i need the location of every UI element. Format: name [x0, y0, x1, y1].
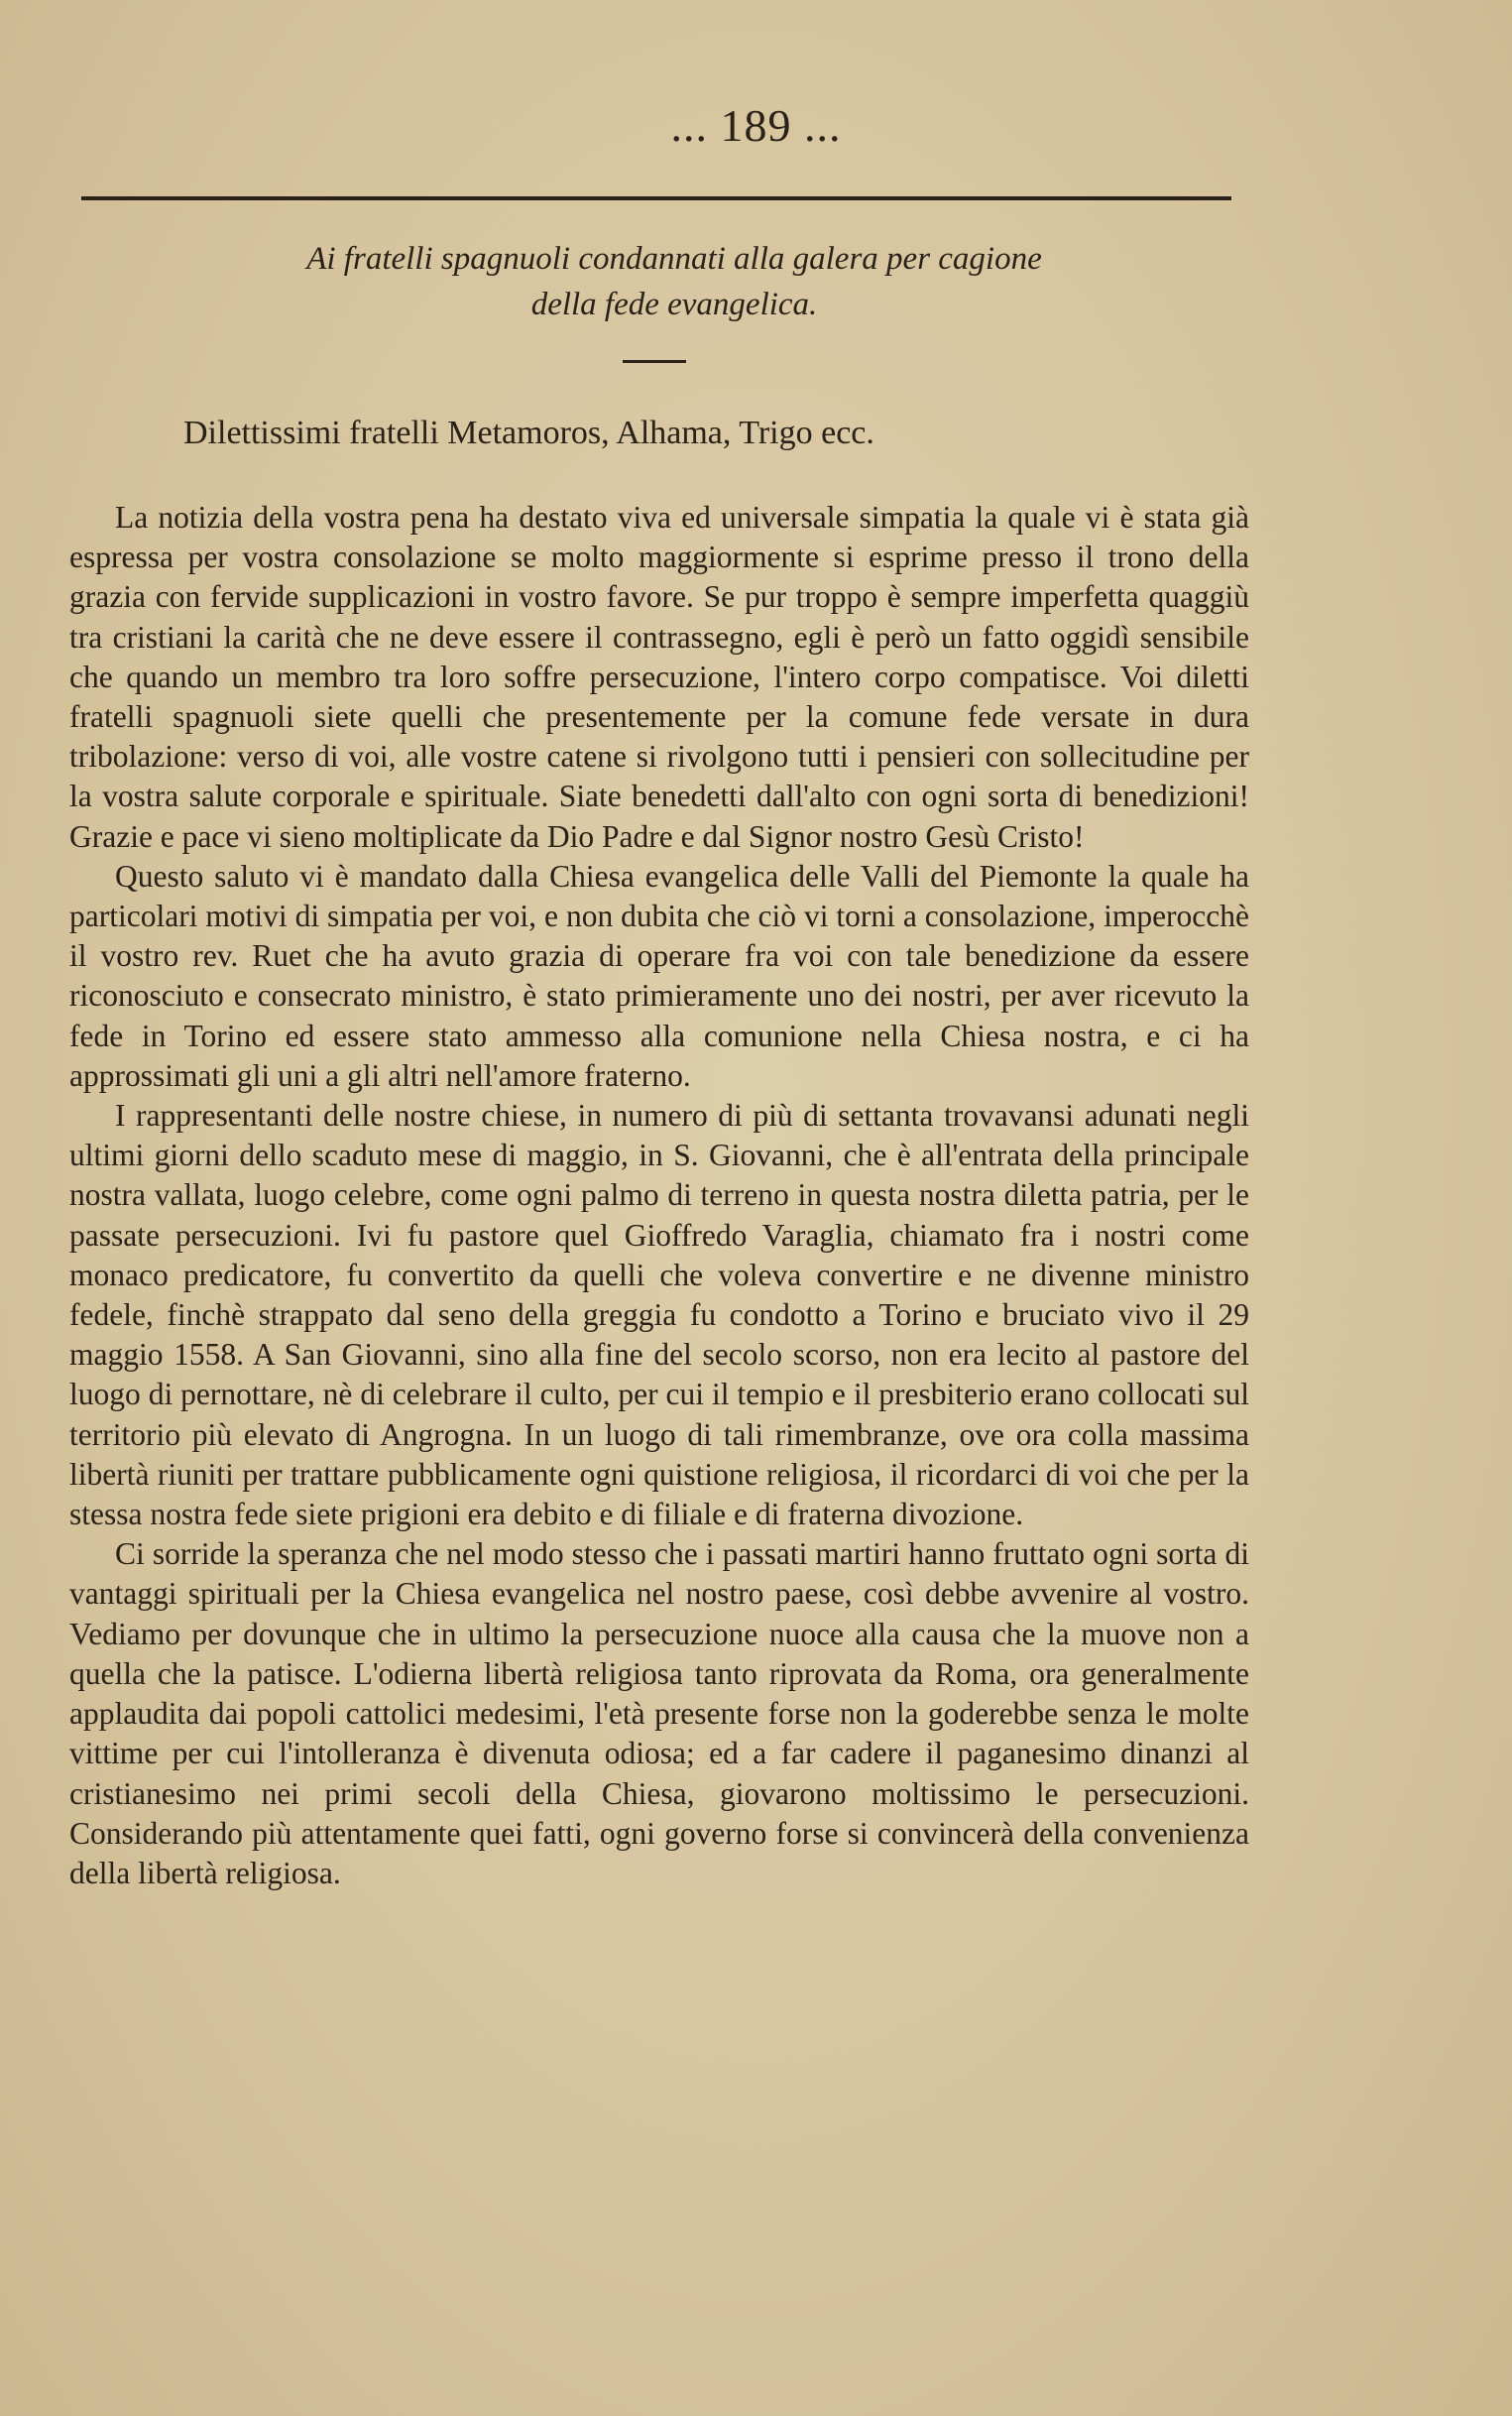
paragraph-1: La notizia della vostra pena ha destato viva ed universale simpatia la quale vi è stata già espressa per vostra consolazione se molto maggiormente si esprime presso il trono della grazia con fervide supplicazioni in vostro favore. Se pur troppo è sempre imperfetta quaggiù tra cristiani la carità che ne deve essere il contrassegno, egli è però un fatto oggidì sensibile che quando un membro tra loro soffre persecuzione, l'intero corpo compatisce. Voi diletti fratelli spagnuoli siete quelli che presentemente per la comune fede versate in dura tribolazione: verso di voi, alle vostre catene si rivolgono tutti i pensieri con sollecitudine per la vostra salute corporale e spirituale. Siate benedetti dall'alto con ogni sorta di benedizioni! Grazie e pace vi sieno moltiplicate da Dio Padre e dal Signor nostro Gesù Cristo!	[69, 500, 1249, 854]
header-rule	[81, 196, 1231, 200]
paragraph-2: Questo saluto vi è mandato dalla Chiesa evangelica delle Valli del Piemonte la quale ha particolari motivi di simpatia per voi, e non dubita che ciò vi torni a consolazione, imperocchè il vostro rev. Ruet che ha avuto grazia di operare fra voi con tale benedizione da essere riconosciuto e consecrato ministro, è stato primieramente uno dei nostri, per aver ricevuto la fede in Torino ed essere stato ammesso alla comunione nella Chiesa nostra, e ci ha approssimati gli uni a gli altri nell'amore fraterno.	[69, 858, 1249, 1093]
heading-divider	[623, 360, 686, 363]
paragraph-4: Ci sorride la speranza che nel modo stesso che i passati martiri hanno fruttato ogni sorta di vantaggi spirituali per la Chiesa evangelica nel nostro paese, così debbe avvenire al vostro. Vediamo per dovunque che in ultimo la persecuzione nuoce alla causa che la muove non a quella che la patisce. L'odierna libertà religiosa tanto riprovata da Roma, ora generalmente applaudita dai popoli cattolici medesimi, l'età presente forse non la goderebbe senza le molte vittime per cui l'intolleranza è divenuta odiosa; ed a far cadere il paganesimo dinanzi al cristianesimo nei primi secoli della Chiesa, giovarono moltissimo le persecuzioni. Considerando più attentamente quei fatti, ogni governo forse si convincerà della convenienza della libertà religiosa.	[69, 1536, 1249, 1890]
letter-body	[69, 498, 1249, 1893]
page-number: ... 189 ...	[670, 100, 842, 151]
salutation: Dilettissimi fratelli Metamoros, Alhama, Trigo ecc.	[183, 415, 874, 451]
letter-heading	[69, 236, 1279, 327]
heading-line-1: Ai fratelli spagnuoli condannati alla galera per cagione	[306, 241, 1042, 277]
paragraph-3: I rappresentanti delle nostre chiese, in numero di più di settanta trovavansi adunati negli ultimi giorni dello scaduto mese di maggio, in S. Giovanni, che è all'entrata della principale nostra vallata, luogo celebre, come ogni palmo di terreno in questa nostra diletta patria, per le passate persecuzioni. Ivi fu pastore quel Gioffredo Varaglia, chiamato fra i nostri come monaco predicatore, fu convertito da quelli che voleva convertire e ne divenne ministro fedele, finchè strappato dal seno della greggia fu condotto a Torino e bruciato vivo il 29 maggio 1558. A San Giovanni, sino alla fine del secolo scorso, non era lecito al pastore del luogo di pernottare, nè di celebrare il culto, per cui il tempio e il presbiterio erano collocati sul territorio più elevato di Angrogna. In un luogo di tali rimembranze, ove ora colla massima libertà riuniti per trattare pubblicamente ogni quistione religiosa, il ricordarci di voi che per la stessa nostra fede siete prigioni era debito e di filiale e di fraterna divozione.	[69, 1098, 1249, 1532]
heading-line-2: della fede evangelica.	[530, 287, 818, 322]
